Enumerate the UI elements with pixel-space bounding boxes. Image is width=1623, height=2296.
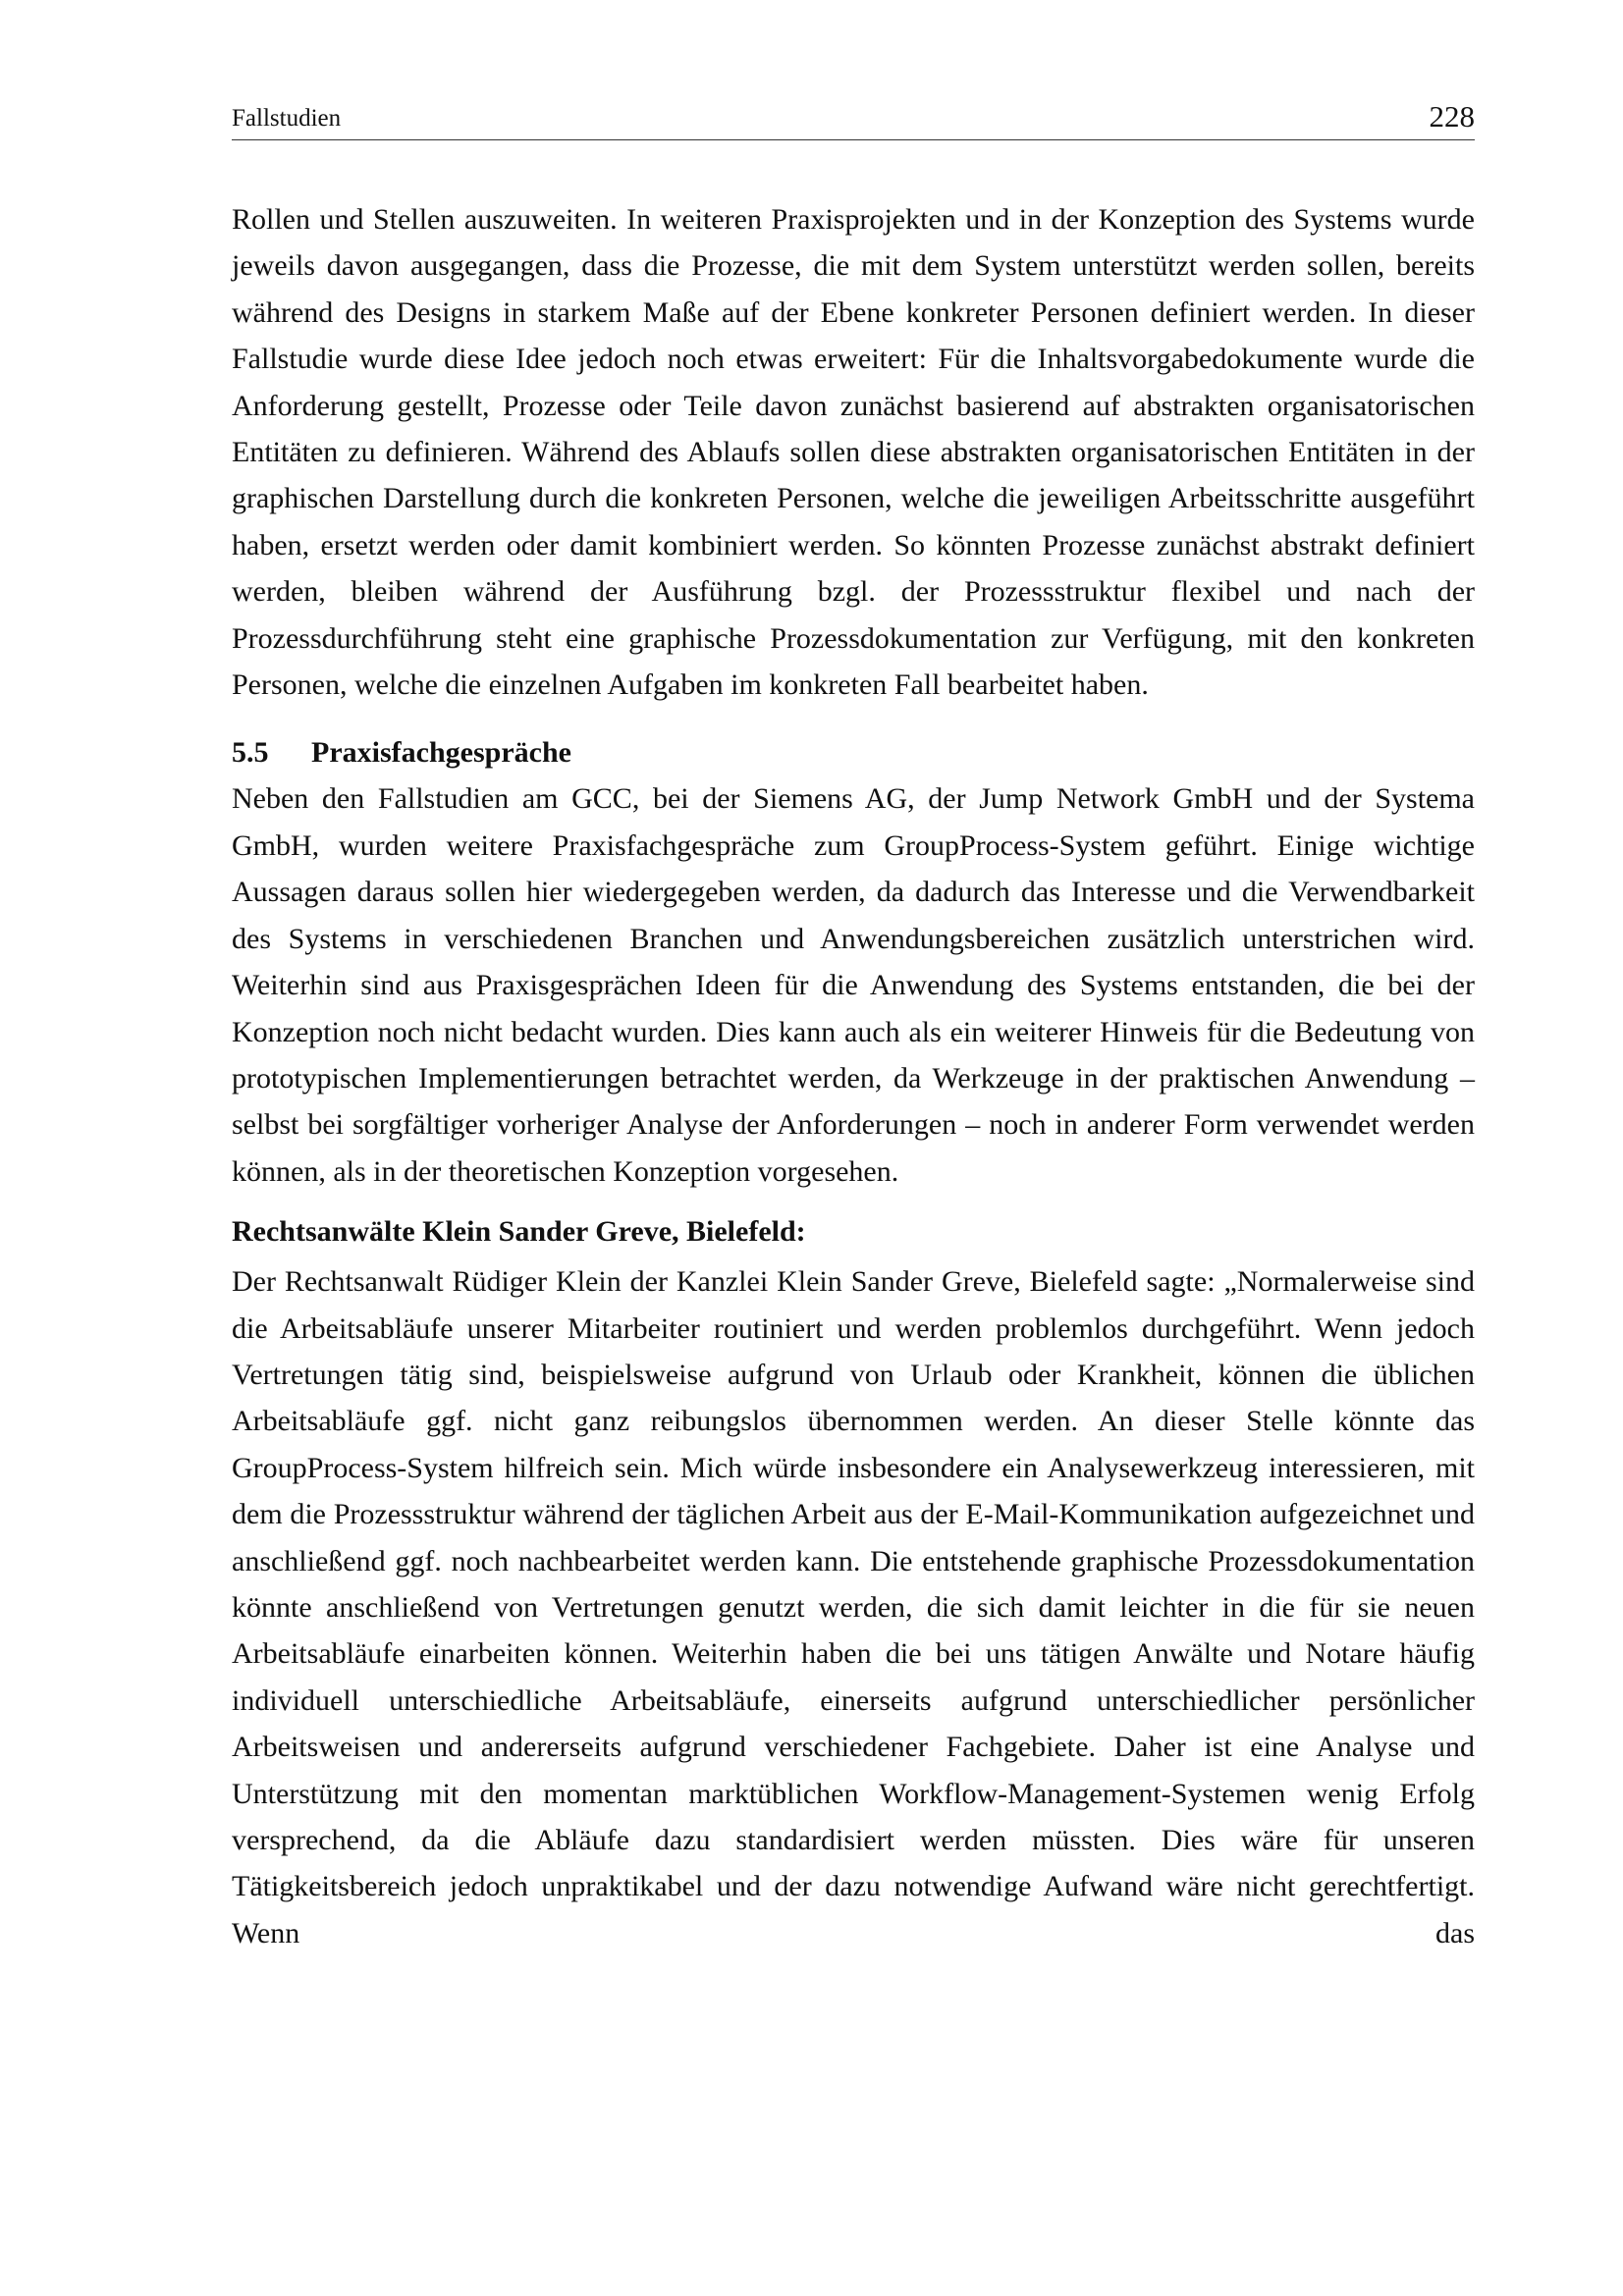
- section-number: 5.5: [232, 736, 269, 770]
- page-body: [232, 196, 1475, 1956]
- page-header: [232, 96, 1475, 140]
- subheading-law-firm: Rechtsanwälte Klein Sander Greve, Bielefeld:: [232, 1215, 806, 1249]
- body-paragraph-1: Rollen und Stellen auszuweiten. In weiteren Praxisprojekten und in der Konzeption des Systems wurde jeweils davon ausgegangen, dass die Prozesse, die mit dem System unterstützt werden sollen, bereits während des Designs in starkem Maße auf der Ebene konkreter Personen definiert werden. In dieser Fallstudie wurde diese Idee jedoch noch etwas erweitert: Für die Inhaltsvorgabedokumente wurde die Anforderung gestellt, Prozesse oder Teile davon zunächst basierend auf abstrakten organisatorischen Entitäten zu definieren. Während des Ablaufs sollen diese abstrakten organisatorischen Entitäten in der graphischen Darstellung durch die konkreten Personen, welche die jeweiligen Arbeitsschritte ausgeführt haben, ersetzt werden oder damit kombiniert werden. So könnten Prozesse zunächst abstrakt definiert werden, bleiben während der Ausführung bzgl. der Prozessstruktur flexibel und nach der Prozessdurchführung steht eine graphische Prozessdokumentation zur Verfügung, mit den konkreten Personen, welche die einzelnen Aufgaben im konkreten Fall bearbeitet haben.: [232, 203, 1475, 702]
- running-head-chapter: Fallstudien: [232, 105, 342, 132]
- body-paragraph-2: Neben den Fallstudien am GCC, bei der Siemens AG, der Jump Network GmbH und der Systema GmbH, wurden weitere Praxisfachgespräche zum GroupProcess-System geführt. Einige wichtige Aussagen daraus sollen hier wiedergegeben werden, da dadurch das Interesse und die Verwendbarkeit des Systems in verschiedenen Branchen und Anwendungsbereichen zusätzlich unterstrichen wird. Weiterhin sind aus Praxisgesprächen Ideen für die Anwendung des Systems entstanden, die bei der Konzeption noch nicht bedacht wurden. Dies kann auch als ein weiterer Hinweis für die Bedeutung von prototypischen Implementierungen betrachtet werden, da Werkzeuge in der praktischen Anwendung – selbst bei sorgfältiger vorheriger Analyse der Anforderungen – noch in anderer Form verwendet werden können, als in der theoretischen Konzeption vorgesehen.: [232, 782, 1475, 1188]
- page-number: 228: [1429, 99, 1475, 133]
- section-title: Praxisfachgespräche: [311, 736, 571, 770]
- section-heading: [232, 729, 1475, 775]
- body-paragraph-3: Der Rechtsanwalt Rüdiger Klein der Kanzlei Klein Sander Greve, Bielefeld sagte: „Normalerweise sind die Arbeitsabläufe unserer Mitarbeiter routiniert und werden problemlos durchgeführt. Wenn jedoch Vertretungen tätig sind, beispielsweise aufgrund von Urlaub oder Krankheit, können die üblichen Arbeitsabläufe ggf. nicht ganz reibungslos übernommen werden. An dieser Stelle könnte das GroupProcess-System hilfreich sein. Mich würde insbesondere ein Analysewerkzeug interessieren, mit dem die Prozessstruktur während der täglichen Arbeit aus der E-Mail-Kommunikation aufgezeichnet und anschließend ggf. noch nachbearbeitet werden kann. Die entstehende graphische Prozessdokumentation könnte anschließend von Vertretungen genutzt werden, die sich damit leichter in die für sie neuen Arbeitsabläufe einarbeiten können. Weiterhin haben die bei uns tätigen Anwälte und Notare häufig individuell unterschiedliche Arbeitsabläufe, einerseits aufgrund unterschiedlicher persönlicher Arbeitsweisen und andererseits aufgrund verschiedener Fachgebiete. Daher ist eine Analyse und Unterstützung mit den momentan marktüblichen Workflow-Management-Systemen wenig Erfolg versprechend, da die Abläufe dazu standardisiert werden müssten. Dies wäre für unseren Tätigkeitsbereich jedoch unpraktikabel und der dazu notwendige Aufwand wäre nicht gerechtfertigt. Wenn das: [232, 1265, 1475, 1949]
